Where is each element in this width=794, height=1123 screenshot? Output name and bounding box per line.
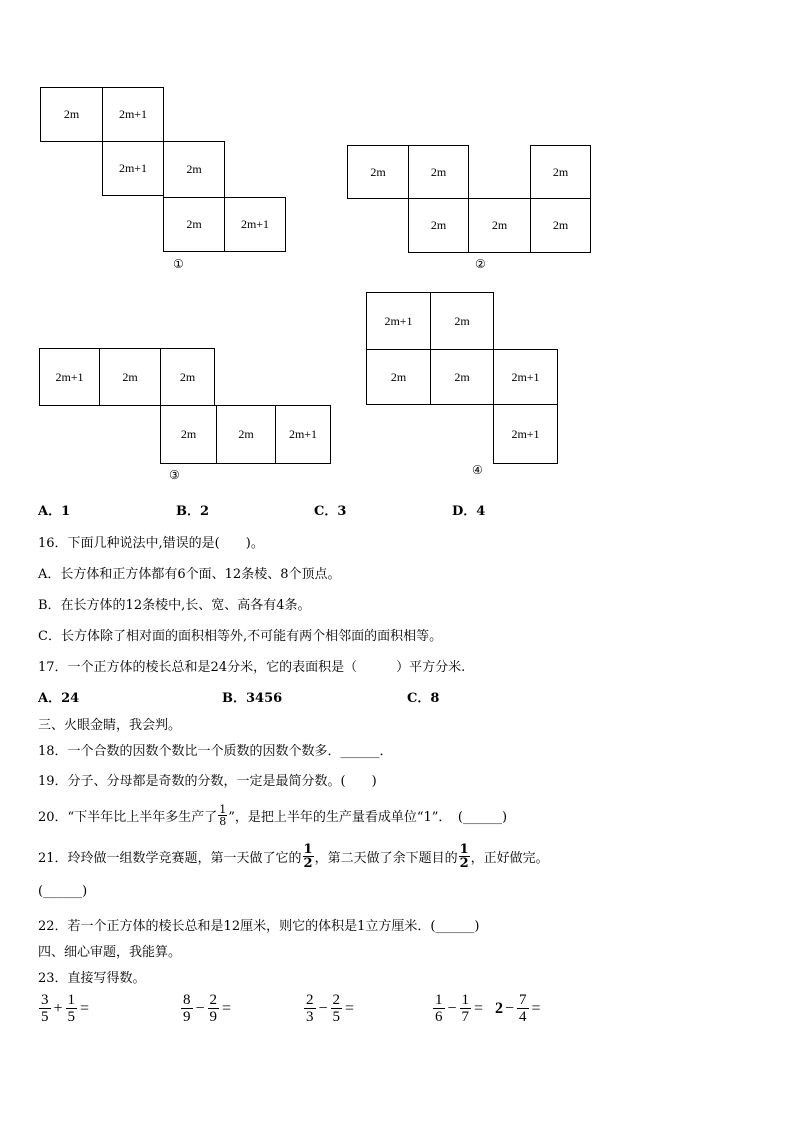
calc3-operator: − <box>318 999 328 1017</box>
q17-option-b: B．3456 <box>222 691 283 706</box>
q21-text-1: 21．玲玲做一组数学竞赛题，第一天做了它的 <box>38 851 302 866</box>
net2-face: 2m <box>530 198 591 253</box>
q15-option-b: B．2 <box>176 504 210 519</box>
q20-frac-den: 8 <box>219 815 227 828</box>
calc5-frac-b <box>517 992 529 1025</box>
calc3-a-num: 2 <box>306 992 314 1008</box>
net3-face: 2m+1 <box>39 348 100 406</box>
calc3-frac-a <box>304 992 316 1025</box>
net3-face: 2m <box>160 348 215 406</box>
q16-option-c: C．长方体除了相对面的面积相等外,不可能有两个相邻面的面积相等。 <box>38 629 443 644</box>
calc4-frac-a <box>433 992 445 1025</box>
q21-blank: (______) <box>38 884 88 899</box>
calc3-equals: = <box>345 999 355 1017</box>
q21-text-2: ，第二天做了余下题目的 <box>314 851 458 866</box>
net2-face: 2m <box>530 145 591 199</box>
q22: 22．若一个正方体的棱长总和是12厘米，则它的体积是1立方厘米．(______) <box>38 919 480 934</box>
net1-face: 2m+1 <box>102 87 164 142</box>
net1-face: 2m <box>163 141 225 198</box>
net4-face: 2m+1 <box>493 404 558 464</box>
net1-face: 2m <box>40 87 103 142</box>
q17-option-c: C．8 <box>407 691 440 706</box>
net2-face: 2m <box>408 198 469 253</box>
calc2-frac-b <box>208 992 220 1025</box>
section-3-heading: 三、火眼金睛，我会判。 <box>38 718 182 733</box>
calc2-equals: = <box>222 999 232 1017</box>
q20-fraction <box>218 804 227 827</box>
q15-option-a: A．1 <box>38 504 71 519</box>
calc2-a-num: 8 <box>183 992 191 1008</box>
calc5-equals: = <box>531 999 541 1017</box>
calc1-equals: = <box>80 999 90 1017</box>
calc5-b-den: 4 <box>519 1009 527 1025</box>
calc1-a-den: 5 <box>41 1009 49 1025</box>
q20-text-after: ”，是把上半年的生产量看成单位“1”． (______) <box>228 810 508 825</box>
net4-face: 2m <box>366 349 431 405</box>
calc-expression-3 <box>303 992 356 1025</box>
calc-expression-1 <box>38 992 91 1025</box>
calc2-a-den: 9 <box>183 1009 191 1025</box>
net2-face: 2m <box>347 145 409 199</box>
q17-option-a: A．24 <box>38 691 80 706</box>
calc1-frac-b <box>66 992 78 1025</box>
net2-face: 2m <box>408 145 469 199</box>
calc4-operator: − <box>447 999 457 1017</box>
q21 <box>38 843 549 870</box>
net1-face: 2m+1 <box>102 141 164 196</box>
calc1-b-num: 1 <box>67 992 76 1008</box>
q20-text-before: 20．“下半年比上半年多生产了 <box>38 810 218 825</box>
q23-stem: 23．直接写得数。 <box>38 971 146 986</box>
net4-face: 2m <box>430 292 494 350</box>
q16-option-a: A．长方体和正方体都有6个面、12条棱、8个顶点。 <box>38 567 341 582</box>
calc4-frac-b <box>460 992 472 1025</box>
calc-expression-4 <box>432 992 485 1025</box>
calc-expression-5 <box>495 992 543 1025</box>
net1-face: 2m <box>163 197 225 252</box>
q15-option-d: D．4 <box>452 504 486 519</box>
net1-label: ① <box>173 257 184 271</box>
q16-stem: 16．下面几种说法中,错误的是( )。 <box>38 536 264 551</box>
calc3-frac-b <box>331 992 343 1025</box>
calc5-operator: − <box>505 999 515 1017</box>
q21-frac1-num: 1 <box>303 842 313 857</box>
calc1-operator: + <box>53 999 63 1017</box>
net3-face: 2m <box>160 405 217 464</box>
q16-option-b: B．在长方体的12条棱中,长、宽、高各有4条。 <box>38 598 311 613</box>
calc1-a-num: 3 <box>41 992 49 1008</box>
net4-face: 2m+1 <box>493 349 558 405</box>
q21-frac2-den: 2 <box>459 856 469 871</box>
calc4-b-den: 7 <box>461 1009 470 1025</box>
net2-label: ② <box>475 257 486 271</box>
calc2-operator: − <box>195 999 205 1017</box>
q21-fraction-2 <box>459 843 470 870</box>
q18: 18．一个合数的因数个数比一个质数的因数个数多．______． <box>38 744 393 759</box>
calc4-a-num: 1 <box>435 992 443 1008</box>
calc1-b-den: 5 <box>67 1009 76 1025</box>
section-4-heading: 四、细心审题，我能算。 <box>38 945 182 960</box>
calc4-a-den: 6 <box>435 1009 443 1025</box>
net3-face: 2m <box>99 348 161 406</box>
calc1-frac-a <box>39 992 51 1025</box>
net4-label: ④ <box>472 463 483 477</box>
q21-frac2-num: 1 <box>459 842 469 857</box>
q15-option-c: C．3 <box>314 504 347 519</box>
calc4-equals: = <box>474 999 484 1017</box>
q21-text-3: ，正好做完。 <box>470 851 549 866</box>
net3-face: 2m <box>216 405 276 464</box>
q20 <box>38 804 507 827</box>
calc3-b-num: 2 <box>332 992 341 1008</box>
q19: 19．分子、分母都是奇数的分数，一定是最简分数。( ) <box>38 774 377 789</box>
net4-face: 2m <box>430 349 494 405</box>
net2-face: 2m <box>468 198 531 253</box>
calc3-a-den: 3 <box>306 1009 314 1025</box>
calc2-b-den: 9 <box>209 1009 218 1025</box>
calc5-whole: 2 <box>495 999 503 1017</box>
calc2-frac-a <box>181 992 193 1025</box>
calc-expression-2 <box>180 992 233 1025</box>
q21-frac1-den: 2 <box>303 856 313 871</box>
calc3-b-den: 5 <box>332 1009 341 1025</box>
q17-stem: 17．一个正方体的棱长总和是24分米，它的表面积是（ ）平方分米. <box>38 660 466 675</box>
net1-face: 2m+1 <box>224 197 286 252</box>
net3-label: ③ <box>169 468 180 482</box>
q21-fraction-1 <box>303 843 314 870</box>
net3-face: 2m+1 <box>275 405 331 464</box>
calc2-b-num: 2 <box>209 992 218 1008</box>
net4-face: 2m+1 <box>366 292 431 350</box>
calc4-b-num: 1 <box>461 992 470 1008</box>
calc5-b-num: 7 <box>519 992 527 1008</box>
q20-frac-num: 1 <box>219 803 227 816</box>
